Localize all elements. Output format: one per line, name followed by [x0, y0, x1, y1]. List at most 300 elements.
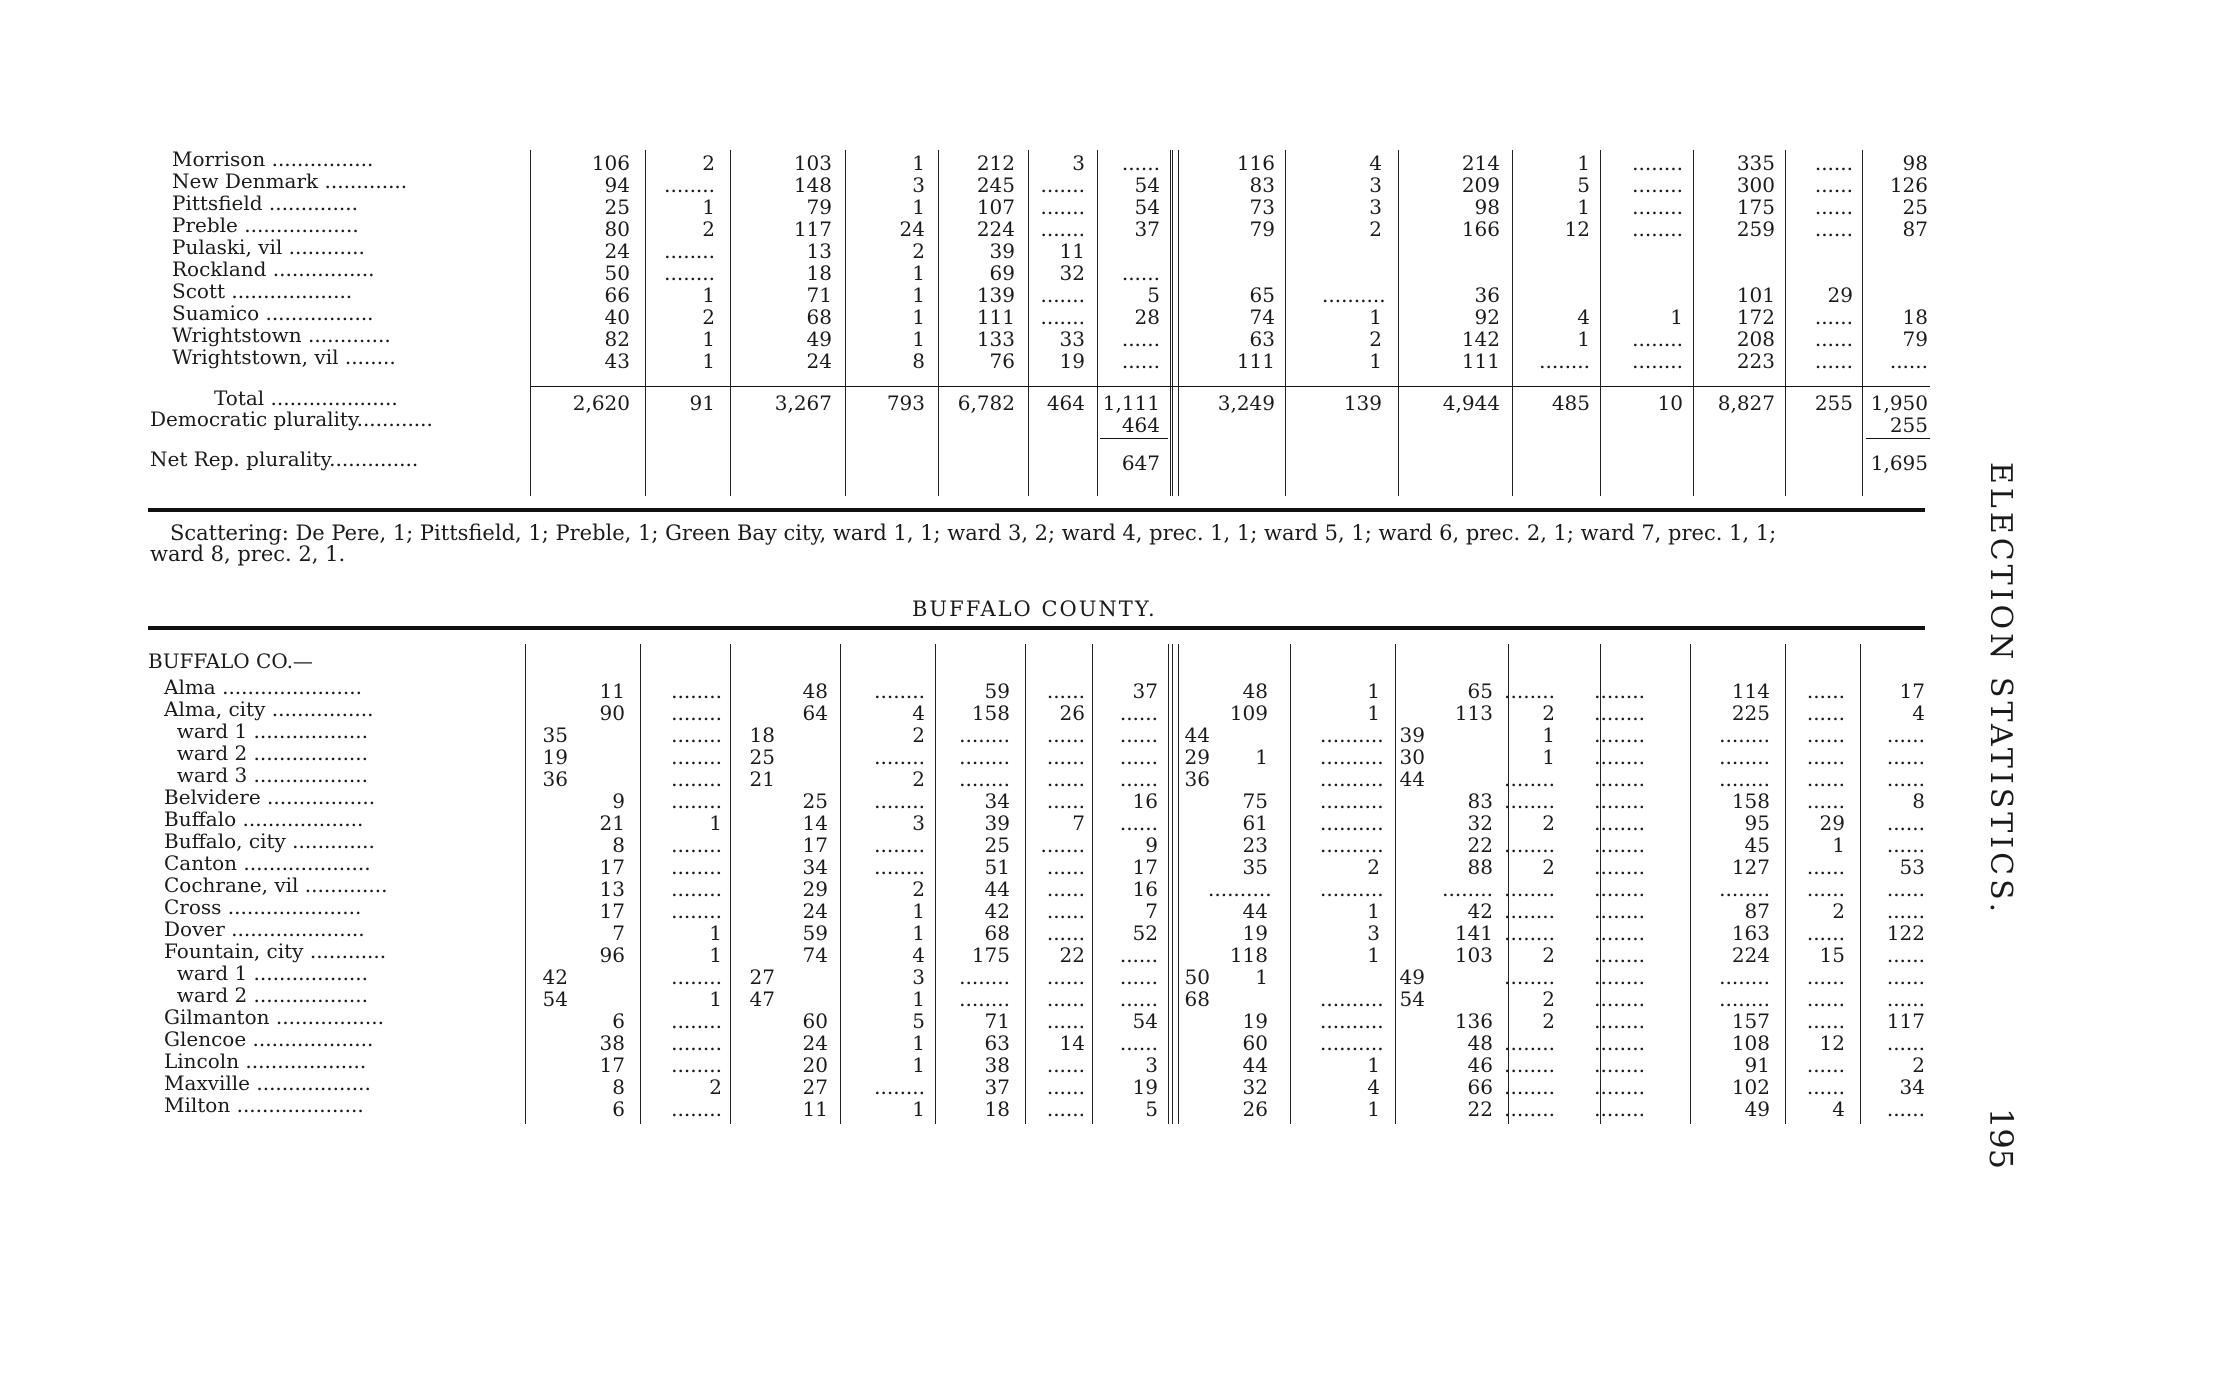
table-cell: 76	[989, 349, 1015, 373]
table-cell: ......	[1814, 217, 1853, 241]
table-cell: ........	[874, 789, 925, 813]
table-cell: 95	[1744, 811, 1770, 835]
table-cell: 75	[1242, 789, 1268, 813]
table-cell: ......	[1886, 767, 1925, 791]
table-cell: ........	[1504, 1075, 1555, 1099]
table-cell: ......	[1806, 921, 1845, 945]
table-cell: 158	[971, 701, 1010, 725]
table-cell: ..........	[1208, 877, 1272, 901]
table-cell: 50	[604, 261, 630, 285]
table-cell: 8	[1912, 789, 1925, 813]
row-label: Buffalo ...................	[164, 807, 364, 831]
table-cell: ......	[1046, 1097, 1085, 1121]
table-cell: ......	[1814, 151, 1853, 175]
table-cell: 48	[1467, 1031, 1493, 1055]
table-cell: ........	[1594, 855, 1645, 879]
column-rule	[645, 150, 646, 496]
table-cell: 44	[1184, 723, 1210, 747]
column-rule	[1168, 644, 1169, 1124]
table-cell: 46	[1467, 1053, 1493, 1077]
column-rule	[1285, 150, 1286, 496]
table-cell: ........	[1719, 965, 1770, 989]
table-cell: ..........	[1322, 283, 1386, 307]
table-cell: ........	[671, 745, 722, 769]
table-cell: 38	[599, 1031, 625, 1055]
table-cell: ........	[1504, 1031, 1555, 1055]
table-cell: 74	[802, 943, 828, 967]
table-cell: 83	[1249, 173, 1275, 197]
column-rule	[1398, 150, 1399, 496]
row-label: Pulaski, vil ............	[172, 235, 365, 259]
table-cell: ......	[1046, 767, 1085, 791]
column-rule	[1092, 644, 1093, 1124]
table-cell: ......	[1814, 349, 1853, 373]
table-cell: ........	[1504, 679, 1555, 703]
column-rule	[1290, 644, 1291, 1124]
table-cell: ......	[1886, 723, 1925, 747]
county-rule	[148, 626, 1925, 630]
table-cell: ......	[1046, 679, 1085, 703]
table-cell: 53	[1899, 855, 1925, 879]
table-cell: ......	[1886, 965, 1925, 989]
row-label: Scott ...................	[172, 279, 353, 303]
table-cell: 36	[1184, 767, 1210, 791]
table-cell: 54	[542, 987, 568, 1011]
table-cell: ......	[1886, 943, 1925, 967]
table-cell: 2	[1912, 1053, 1925, 1077]
total-cell: 3,249	[1217, 391, 1275, 415]
table-cell: ........	[959, 745, 1010, 769]
column-rule	[1178, 644, 1179, 1124]
table-cell: 1	[702, 195, 715, 219]
table-cell: 2	[709, 1075, 722, 1099]
table-cell: 4	[1832, 1097, 1845, 1121]
table-cell: 2	[1542, 1009, 1555, 1033]
net-rep-value: 1,695	[1870, 451, 1928, 475]
column-rule	[1172, 150, 1173, 496]
table-cell: 103	[1454, 943, 1493, 967]
table-cell: ......	[1806, 679, 1845, 703]
table-cell: ........	[874, 1075, 925, 1099]
table-cell: 42	[1467, 899, 1493, 923]
table-cell: ........	[1539, 349, 1590, 373]
table-cell: 157	[1731, 1009, 1770, 1033]
table-cell: 22	[1059, 943, 1085, 967]
table-cell: 106	[591, 151, 630, 175]
table-cell: 259	[1736, 217, 1775, 241]
table-cell: ........	[1594, 877, 1645, 901]
table-cell: ........	[1504, 965, 1555, 989]
table-cell: 1	[912, 261, 925, 285]
table-cell: ..........	[1320, 789, 1384, 813]
table-cell: ......	[1814, 173, 1853, 197]
row-label: Wrightstown .............	[172, 323, 391, 347]
table-cell: ........	[1594, 1097, 1645, 1121]
table-cell: ........	[1594, 811, 1645, 835]
table-cell: ......	[1119, 723, 1158, 747]
table-cell: 111	[976, 305, 1015, 329]
column-rule	[525, 644, 526, 1124]
column-rule	[1028, 150, 1029, 496]
table-cell: 1	[1542, 723, 1555, 747]
table-cell: 2	[1369, 217, 1382, 241]
table-cell: ......	[1046, 723, 1085, 747]
column-rule	[1785, 644, 1786, 1124]
table-cell: 8	[912, 349, 925, 373]
table-cell: ........	[1504, 833, 1555, 857]
row-label: Fountain, city ............	[164, 939, 387, 963]
table-cell: 73	[1249, 195, 1275, 219]
table-cell: 34	[802, 855, 828, 879]
table-cell: 48	[802, 679, 828, 703]
table-cell: 68	[984, 921, 1010, 945]
table-cell: 79	[806, 195, 832, 219]
table-cell: 39	[984, 811, 1010, 835]
table-cell: ..........	[1320, 1031, 1384, 1055]
table-cell: ......	[1814, 327, 1853, 351]
table-cell: ......	[1119, 811, 1158, 835]
table-cell: 2	[1542, 943, 1555, 967]
table-cell: 3	[912, 811, 925, 835]
table-cell: 158	[1731, 789, 1770, 813]
table-cell: ......	[1046, 965, 1085, 989]
table-cell: ..........	[1320, 745, 1384, 769]
table-cell: ........	[1594, 943, 1645, 967]
column-rule	[1860, 644, 1861, 1124]
table-cell: 109	[1229, 701, 1268, 725]
table-cell: 11	[802, 1097, 828, 1121]
table-cell: 18	[984, 1097, 1010, 1121]
table-cell: ......	[1814, 195, 1853, 219]
table-cell: ......	[1886, 833, 1925, 857]
table-cell: ........	[959, 965, 1010, 989]
table-cell: 1	[1577, 151, 1590, 175]
table-cell: 2	[912, 877, 925, 901]
table-cell: 1	[912, 151, 925, 175]
table-cell: ........	[959, 767, 1010, 791]
table-cell: ........	[1632, 195, 1683, 219]
table-cell: 24	[806, 349, 832, 373]
table-cell: 3	[1367, 921, 1380, 945]
table-cell: 1	[912, 1031, 925, 1055]
table-cell: 1	[912, 305, 925, 329]
column-rule	[1512, 150, 1513, 496]
table-cell: 25	[1902, 195, 1928, 219]
table-cell: 65	[1249, 283, 1275, 307]
table-cell: ........	[1504, 921, 1555, 945]
table-cell: ......	[1119, 1031, 1158, 1055]
table-cell: 52	[1132, 921, 1158, 945]
table-cell: 48	[1242, 679, 1268, 703]
table-cell: 64	[802, 701, 828, 725]
table-cell: 9	[612, 789, 625, 813]
table-cell: 2	[1542, 811, 1555, 835]
table-cell: 35	[1242, 855, 1268, 879]
table-cell: 245	[976, 173, 1015, 197]
column-rule	[1172, 644, 1173, 1124]
table-cell: 60	[1242, 1031, 1268, 1055]
table-cell: 79	[1902, 327, 1928, 351]
table-cell: 172	[1736, 305, 1775, 329]
table-cell: 1	[912, 327, 925, 351]
table-cell: ......	[1806, 965, 1845, 989]
row-label: Buffalo, city .............	[164, 829, 375, 853]
table-cell: 50	[1184, 965, 1210, 989]
table-cell: ........	[1594, 789, 1645, 813]
row-label: Canton ....................	[164, 851, 371, 875]
table-cell: 1	[1577, 327, 1590, 351]
table-cell: 1	[912, 195, 925, 219]
table-cell: 5	[1577, 173, 1590, 197]
table-cell: 25	[984, 833, 1010, 857]
total-cell: 1,111	[1102, 391, 1160, 415]
table-cell: 27	[749, 965, 775, 989]
table-cell: 91	[1744, 1053, 1770, 1077]
table-cell: ..........	[1320, 767, 1384, 791]
row-label: Dover .....................	[164, 917, 365, 941]
table-cell: 29	[1184, 745, 1210, 769]
table-cell: ......	[1121, 327, 1160, 351]
table-cell: 26	[1242, 1097, 1268, 1121]
table-cell: 1	[1369, 305, 1382, 329]
table-cell: ......	[1121, 151, 1160, 175]
table-cell: ......	[1806, 855, 1845, 879]
row-label: ward 1 ..................	[164, 719, 368, 743]
row-label: Glencoe ...................	[164, 1027, 374, 1051]
table-cell: 1	[1367, 701, 1380, 725]
table-cell: 29	[802, 877, 828, 901]
table-cell: 16	[1132, 789, 1158, 813]
table-cell: 83	[1467, 789, 1493, 813]
total-cell: 3,267	[774, 391, 832, 415]
table-cell: ......	[1046, 877, 1085, 901]
column-rule	[840, 644, 841, 1124]
table-cell: 44	[1242, 1053, 1268, 1077]
table-cell: ........	[1594, 1075, 1645, 1099]
table-cell: 1	[702, 327, 715, 351]
table-cell: ......	[1806, 1053, 1845, 1077]
column-rule	[1178, 150, 1179, 496]
table-cell: 2	[1542, 701, 1555, 725]
total-cell: 8,827	[1717, 391, 1775, 415]
table-cell: 7	[1145, 899, 1158, 923]
table-cell: 39	[1399, 723, 1425, 747]
table-cell: ..........	[1320, 811, 1384, 835]
table-cell: ......	[1046, 789, 1085, 813]
table-cell: 63	[1249, 327, 1275, 351]
total-cell: 464	[1046, 391, 1085, 415]
row-label: Cross .....................	[164, 895, 362, 919]
table-cell: ........	[664, 261, 715, 285]
table-cell: .......	[1040, 195, 1085, 219]
table-cell: 136	[1454, 1009, 1493, 1033]
table-cell: ........	[671, 877, 722, 901]
table-cell: ......	[1046, 1075, 1085, 1099]
table-cell: 45	[1744, 833, 1770, 857]
table-cell: 94	[604, 173, 630, 197]
table-cell: 13	[599, 877, 625, 901]
table-cell: 1	[709, 943, 722, 967]
row-label: Morrison ................	[172, 147, 374, 171]
table-cell: 19	[1132, 1075, 1158, 1099]
table-cell: ........	[671, 701, 722, 725]
table-cell: ......	[1806, 1009, 1845, 1033]
table-cell: 114	[1731, 679, 1770, 703]
table-cell: 74	[1249, 305, 1275, 329]
table-cell: ........	[1504, 1097, 1555, 1121]
table-cell: 17	[1132, 855, 1158, 879]
table-cell: 1	[912, 1053, 925, 1077]
county-heading: BUFFALO CO.—	[148, 649, 313, 673]
table-cell: 11	[1059, 239, 1085, 263]
table-cell: ......	[1886, 1097, 1925, 1121]
total-cell: 139	[1343, 391, 1382, 415]
column-rule	[1600, 644, 1601, 1124]
table-cell: 1	[702, 283, 715, 307]
table-cell: 6	[612, 1097, 625, 1121]
table-cell: 1	[912, 1097, 925, 1121]
row-label: ward 2 ..................	[164, 741, 368, 765]
table-cell: ......	[1886, 1031, 1925, 1055]
table-cell: ........	[671, 1031, 722, 1055]
table-cell: 27	[802, 1075, 828, 1099]
table-cell: 212	[976, 151, 1015, 175]
table-cell: ........	[1719, 767, 1770, 791]
table-cell: 98	[1474, 195, 1500, 219]
column-rule	[1025, 644, 1026, 1124]
table-cell: 225	[1731, 701, 1770, 725]
table-cell: 139	[976, 283, 1015, 307]
table-cell: ........	[874, 679, 925, 703]
row-label: Alma, city ................	[164, 697, 374, 721]
table-cell: ......	[1119, 965, 1158, 989]
table-cell: 107	[976, 195, 1015, 219]
table-cell: ........	[671, 723, 722, 747]
scattering-note-line2: ward 8, prec. 2, 1.	[150, 542, 346, 566]
table-cell: 126	[1889, 173, 1928, 197]
table-cell: 54	[1132, 1009, 1158, 1033]
table-cell: 1	[1255, 745, 1268, 769]
row-label: Maxville ..................	[164, 1071, 371, 1095]
total-cell: 10	[1657, 391, 1683, 415]
table-cell: 111	[1236, 349, 1275, 373]
table-cell: 16	[1132, 877, 1158, 901]
table-cell: 300	[1736, 173, 1775, 197]
table-cell: ......	[1806, 987, 1845, 1011]
table-cell: ......	[1046, 899, 1085, 923]
table-cell: ........	[671, 789, 722, 813]
table-cell: 1	[912, 987, 925, 1011]
table-cell: 108	[1731, 1031, 1770, 1055]
table-cell: ..........	[1320, 1009, 1384, 1033]
table-cell: 44	[1399, 767, 1425, 791]
total-cell: 2,620	[572, 391, 630, 415]
table-cell: ......	[1046, 855, 1085, 879]
table-cell: ........	[1632, 173, 1683, 197]
table-cell: ........	[1594, 679, 1645, 703]
table-cell: ........	[1504, 789, 1555, 813]
table-cell: 8	[612, 833, 625, 857]
page-number: 195	[1982, 1108, 2020, 1170]
table-cell: 2	[1542, 987, 1555, 1011]
table-cell: 92	[1474, 305, 1500, 329]
table-cell: 59	[802, 921, 828, 945]
table-cell: 224	[976, 217, 1015, 241]
table-cell: ........	[671, 1009, 722, 1033]
table-cell: 43	[604, 349, 630, 373]
table-cell: ........	[1504, 1053, 1555, 1077]
table-cell: ........	[1504, 899, 1555, 923]
table-cell: ........	[1594, 1053, 1645, 1077]
table-cell: 44	[1242, 899, 1268, 923]
table-cell: 2	[912, 767, 925, 791]
table-cell: ......	[1886, 745, 1925, 769]
table-cell: 47	[749, 987, 775, 1011]
column-rule	[640, 644, 641, 1124]
table-cell: 175	[971, 943, 1010, 967]
table-cell: .......	[1040, 217, 1085, 241]
table-cell: ........	[1594, 899, 1645, 923]
row-label: Wrightstown, vil ........	[172, 345, 396, 369]
table-cell: 98	[1902, 151, 1928, 175]
table-cell: 19	[1059, 349, 1085, 373]
table-cell: 23	[1242, 833, 1268, 857]
table-cell: 37	[984, 1075, 1010, 1099]
table-cell: 68	[1184, 987, 1210, 1011]
row-label: Milton ....................	[164, 1093, 364, 1117]
plurality-rule	[1866, 438, 1930, 439]
table-cell: 90	[599, 701, 625, 725]
table-cell: .......	[1040, 833, 1085, 857]
table-cell: 2	[1367, 855, 1380, 879]
table-cell: 12	[1819, 1031, 1845, 1055]
table-cell: 3	[1072, 151, 1085, 175]
column-rule	[1600, 150, 1601, 496]
table-cell: 24	[604, 239, 630, 263]
table-cell: 51	[984, 855, 1010, 879]
table-cell: 1	[912, 283, 925, 307]
table-cell: 13	[806, 239, 832, 263]
table-cell: 59	[984, 679, 1010, 703]
table-cell: 35	[542, 723, 568, 747]
table-cell: 33	[1059, 327, 1085, 351]
column-rule	[938, 150, 939, 496]
table-cell: 32	[1467, 811, 1493, 835]
table-cell: ......	[1119, 745, 1158, 769]
column-rule	[530, 150, 531, 496]
table-cell: 175	[1736, 195, 1775, 219]
table-cell: ........	[671, 679, 722, 703]
table-cell: ........	[1594, 833, 1645, 857]
table-cell: 40	[604, 305, 630, 329]
table-cell: 18	[749, 723, 775, 747]
table-cell: 1	[912, 921, 925, 945]
row-label: ward 2 ..................	[164, 983, 368, 1007]
table-cell: ......	[1889, 349, 1928, 373]
table-cell: 1	[1367, 899, 1380, 923]
table-cell: ......	[1886, 877, 1925, 901]
table-cell: 2	[702, 305, 715, 329]
table-cell: 20	[802, 1053, 828, 1077]
table-cell: ........	[1632, 327, 1683, 351]
table-cell: 117	[1886, 1009, 1925, 1033]
table-cell: ........	[874, 833, 925, 857]
table-cell: ......	[1046, 987, 1085, 1011]
table-cell: 209	[1461, 173, 1500, 197]
row-label: Alma ......................	[164, 675, 362, 699]
table-cell: 8	[612, 1075, 625, 1099]
table-cell: 96	[599, 943, 625, 967]
